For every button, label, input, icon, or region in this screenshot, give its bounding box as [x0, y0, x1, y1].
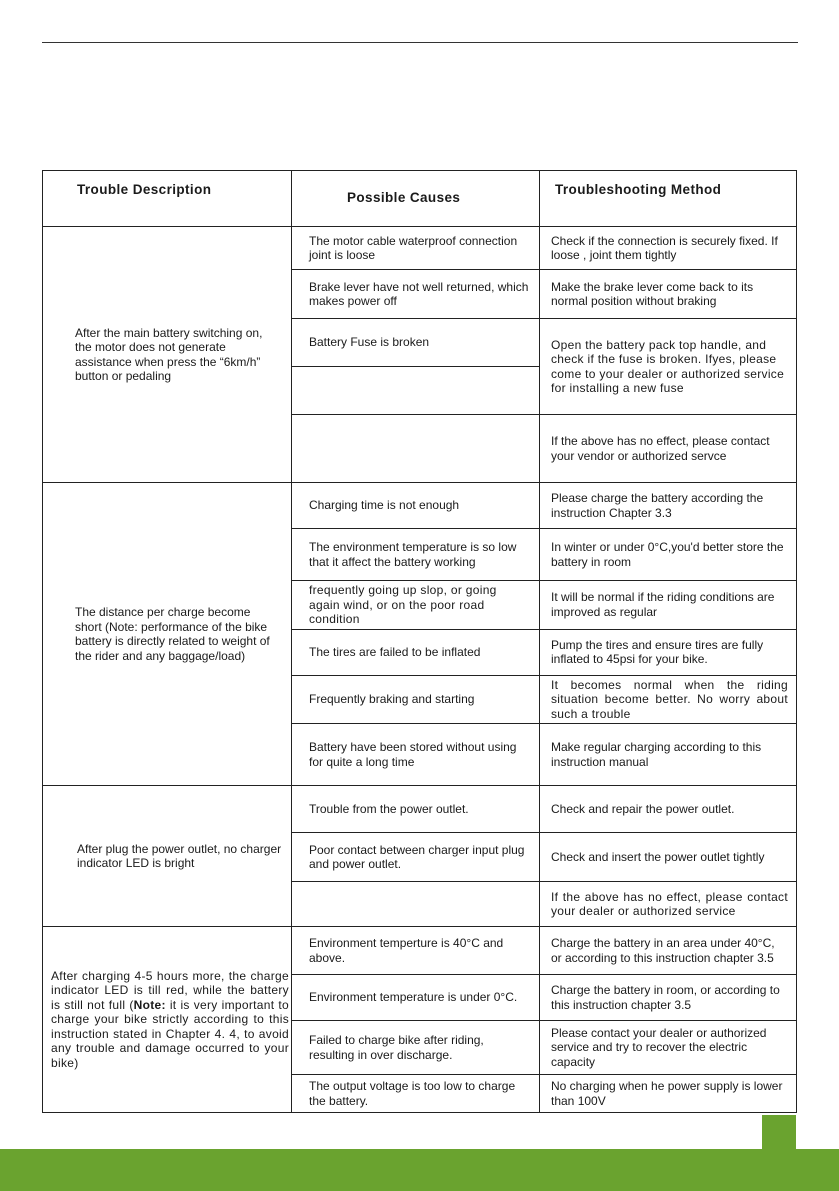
trouble-description: [43, 927, 292, 1113]
possible-cause-empty: [292, 367, 540, 415]
header-trouble-description: Trouble Description: [43, 171, 292, 227]
troubleshooting-method: It becomes normal when the riding situation become better. No worry about such a trouble: [540, 675, 797, 724]
possible-cause: Charging time is not enough: [292, 483, 540, 529]
troubleshooting-method: Check and insert the power outlet tightly: [540, 833, 797, 882]
troubleshooting-method: Please charge the battery according the instruction Chapter 3.3: [540, 483, 797, 529]
table-row: [43, 927, 797, 975]
troubleshooting-method: Check if the connection is securely fixed. If loose , joint them tightly: [540, 227, 797, 270]
possible-cause: The tires are failed to be inflated: [292, 629, 540, 675]
trouble-description: The distance per charge become short (Note: performance of the bike battery is directly related to weight of the rider and any baggage/load): [43, 483, 292, 786]
possible-cause: Brake lever have not well returned, which makes power off: [292, 270, 540, 319]
footer-bar: [0, 1149, 839, 1191]
trouble-description: After the main battery switching on, the motor does not generate assistance when press the “6km/h” button or pedaling: [43, 227, 292, 483]
possible-cause: Environment temperture is 40°C and above.: [292, 927, 540, 975]
troubleshooting-method: Please contact your dealer or authorized service and try to recover the electric capacity: [540, 1021, 797, 1075]
troubleshooting-method: Charge the battery in an area under 40°C, or according to this instruction chapter 3.5: [540, 927, 797, 975]
troubleshooting-method: If the above has no effect, please contact your dealer or authorized service: [540, 882, 797, 927]
possible-cause: Trouble from the power outlet.: [292, 786, 540, 833]
possible-cause: Failed to charge bike after riding, resulting in over discharge.: [292, 1021, 540, 1075]
troubleshooting-method: Make regular charging according to this instruction manual: [540, 724, 797, 786]
troubleshooting-method: Make the brake lever come back to its normal position without braking: [540, 270, 797, 319]
possible-cause: The environment temperature is so low that it affect the battery working: [292, 529, 540, 581]
header-row: [43, 171, 797, 227]
table-row: [43, 786, 797, 833]
troubleshooting-method: It will be normal if the riding conditions are improved as regular: [540, 581, 797, 630]
possible-cause: Poor contact between charger input plug and power outlet.: [292, 833, 540, 882]
possible-cause: Battery have been stored without using for quite a long time: [292, 724, 540, 786]
description-text: it is very important to charge your bike strictly according to this instruction stated in Chapter 4. 4, to avoid any trouble and damage occurred to your bike): [51, 997, 289, 1070]
page-number-tab: [762, 1115, 796, 1149]
trouble-description: After plug the power outlet, no charger indicator LED is bright: [43, 786, 292, 927]
table-row: [43, 483, 797, 529]
troubleshooting-method: No charging when he power supply is lower than 100V: [540, 1075, 797, 1113]
possible-cause: The motor cable waterproof connection joint is loose: [292, 227, 540, 270]
possible-cause: frequently going up slop, or going again wind, or on the poor road condition: [292, 581, 540, 630]
troubleshooting-method: Charge the battery in room, or according to this instruction chapter 3.5: [540, 975, 797, 1021]
troubleshooting-table: [42, 170, 797, 1113]
header-possible-causes: Possible Causes: [292, 171, 540, 227]
description-text: After charging 4-5 hours more, the charge indicator LED is till red, while the battery is still not full (: [51, 968, 289, 1012]
header-troubleshooting-method: Troubleshooting Method: [540, 171, 797, 227]
description-note: Note:: [133, 997, 166, 1012]
possible-cause: The output voltage is too low to charge the battery.: [292, 1075, 540, 1113]
possible-cause: [292, 882, 540, 927]
header-rule: [42, 42, 798, 43]
possible-cause: Battery Fuse is broken: [292, 319, 540, 367]
possible-cause: Environment temperature is under 0°C.: [292, 975, 540, 1021]
troubleshooting-method: Pump the tires and ensure tires are fully inflated to 45psi for your bike.: [540, 629, 797, 675]
possible-cause: [292, 415, 540, 483]
table-row: [43, 227, 797, 270]
troubleshooting-method: In winter or under 0°C,you'd better store the battery in room: [540, 529, 797, 581]
troubleshooting-method: Check and repair the power outlet.: [540, 786, 797, 833]
troubleshooting-method: If the above has no effect, please contact your vendor or authorized servce: [540, 415, 797, 483]
troubleshooting-method: Open the battery pack top handle, and check if the fuse is broken. Ifyes, please come to your dealer or authorized service for installing a new fuse: [540, 319, 797, 415]
possible-cause: Frequently braking and starting: [292, 675, 540, 724]
